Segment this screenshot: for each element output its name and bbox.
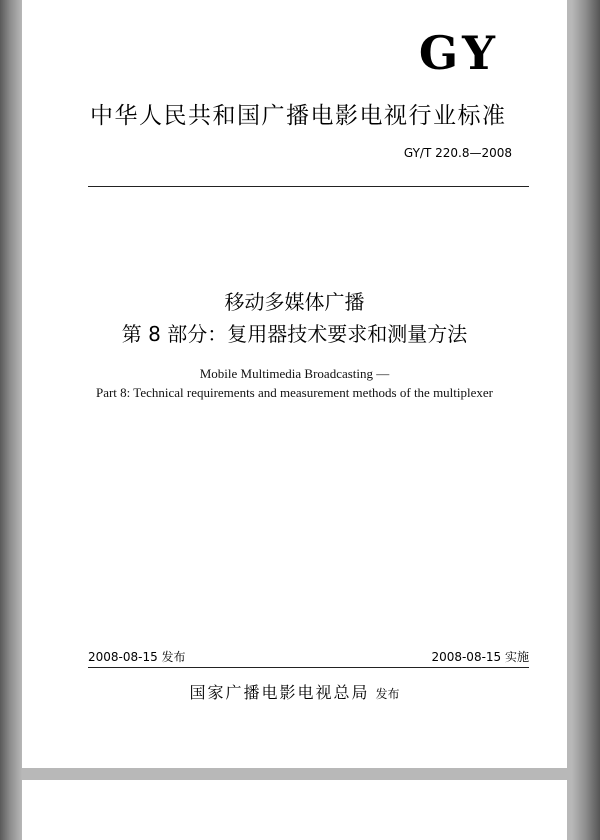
gy-logo: GY xyxy=(418,26,499,80)
top-divider xyxy=(88,186,529,187)
standard-cover-page xyxy=(22,0,567,768)
issuer-action: 发布 xyxy=(375,687,400,701)
standard-number: GY/T 220.8—2008 xyxy=(403,146,512,160)
implementation-date: 2008-08-15 实施 xyxy=(431,650,529,664)
release-date: 2008-08-15 发布 xyxy=(88,650,186,664)
issuer-name: 国家广播电影电视总局 xyxy=(189,683,370,702)
standard-category-title: 中华人民共和国广播电影电视行业标准 xyxy=(90,103,507,129)
english-title-line1: Mobile Multimedia Broadcasting — xyxy=(199,366,390,381)
issuer-block xyxy=(22,680,567,703)
chinese-title-line1: 移动多媒体广播 xyxy=(224,290,365,314)
chinese-title-line2: 第 8 部分：复用器技术要求和测量方法 xyxy=(121,322,468,346)
english-title-line2: Part 8: Technical requirements and measurement methods of the multiplexer xyxy=(95,385,494,400)
next-page-edge xyxy=(22,780,567,840)
bottom-divider xyxy=(88,667,529,668)
